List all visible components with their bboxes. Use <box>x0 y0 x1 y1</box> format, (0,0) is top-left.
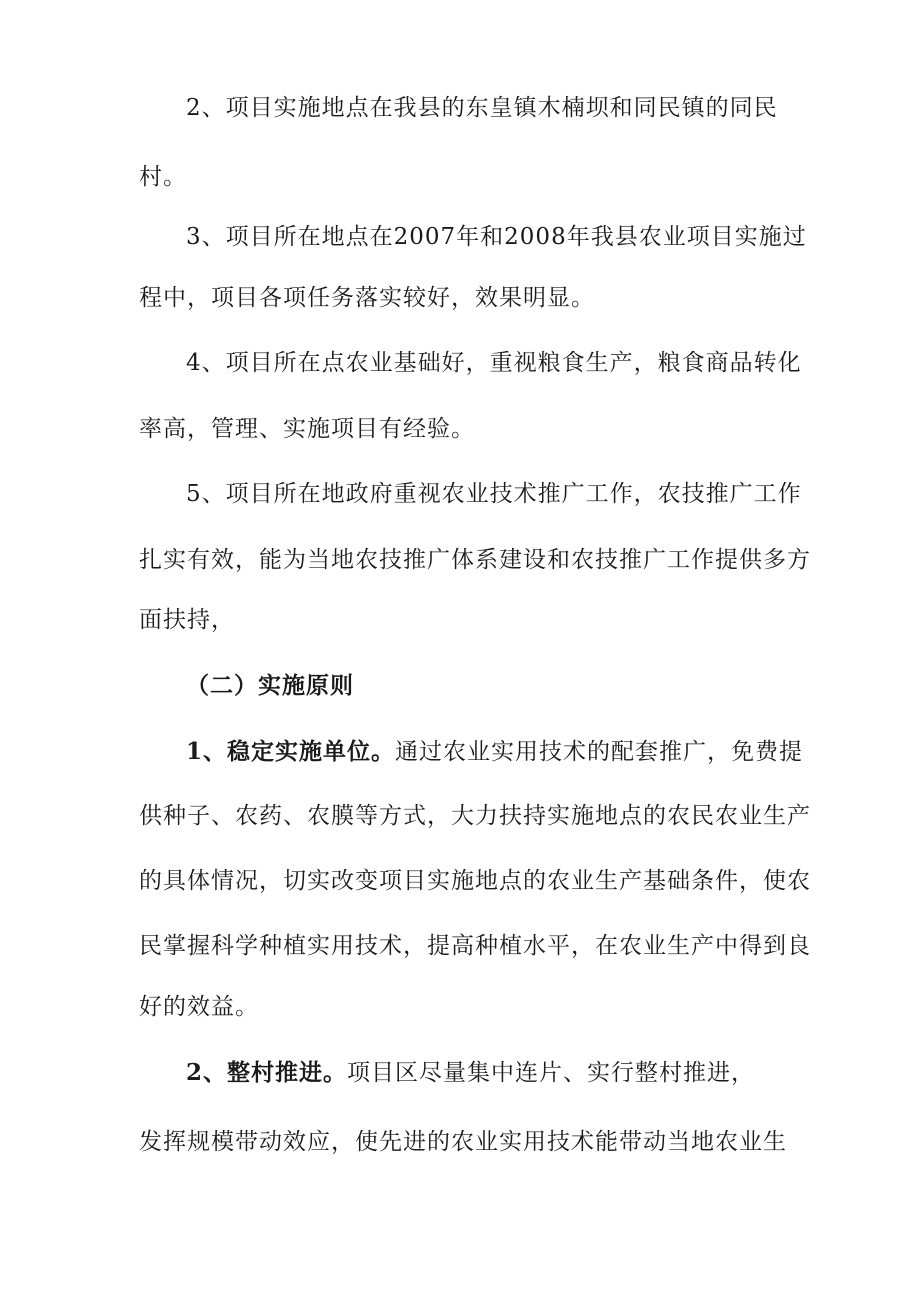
principle-1-text: 通过农业实用技术的配套推广，免费提 <box>395 739 804 765</box>
principle-1-line-2: 供种子、农药、农膜等方式，大力扶持实施地点的农民农业生产 <box>139 803 811 829</box>
paragraph-4-line-2: 率高，管理、实施项目有经验。 <box>139 416 475 442</box>
principle-2-line-1 <box>186 1058 755 1088</box>
paragraph-2-line-2: 村。 <box>139 164 187 190</box>
paragraph-3-line-2: 程中，项目各项任务落实较好，效果明显。 <box>139 285 595 311</box>
principle-1-line-5: 好的效益。 <box>139 994 259 1020</box>
principle-2-text: 项目区尽量集中连片、实行整村推进， <box>347 1060 756 1086</box>
paragraph-5-line-2: 扎实有效，能为当地农技推广体系建设和农技推广工作提供多方 <box>139 547 811 573</box>
paragraph-5-line-3: 面扶持， <box>139 607 235 633</box>
paragraph-2-line-1: 2、项目实施地点在我县的东皇镇木楠坝和同民镇的同民 <box>186 95 778 121</box>
principle-1-line-1 <box>186 737 803 767</box>
paragraph-3-line-1: 3、项目所在地点在2007年和2008年我县农业项目实施过 <box>186 224 807 250</box>
principle-1-line-4: 民掌握科学种植实用技术，提高种植水平，在农业生产中得到良 <box>139 933 811 959</box>
principle-1-line-3: 的具体情况，切实改变项目实施地点的农业生产基础条件，使农 <box>139 868 811 894</box>
paragraph-5-line-1: 5、项目所在地政府重视农业技术推广工作，农技推广工作 <box>186 481 802 507</box>
section-heading: （二）实施原则 <box>186 672 354 699</box>
paragraph-4-line-1: 4、项目所在点农业基础好，重视粮食生产，粮食商品转化 <box>186 350 802 376</box>
principle-2-line-2: 发挥规模带动效应，使先进的农业实用技术能带动当地农业生 <box>139 1129 787 1155</box>
principle-2-title: 2、整村推进。 <box>186 1059 348 1086</box>
principle-1-title: 1、稳定实施单位。 <box>186 738 396 765</box>
